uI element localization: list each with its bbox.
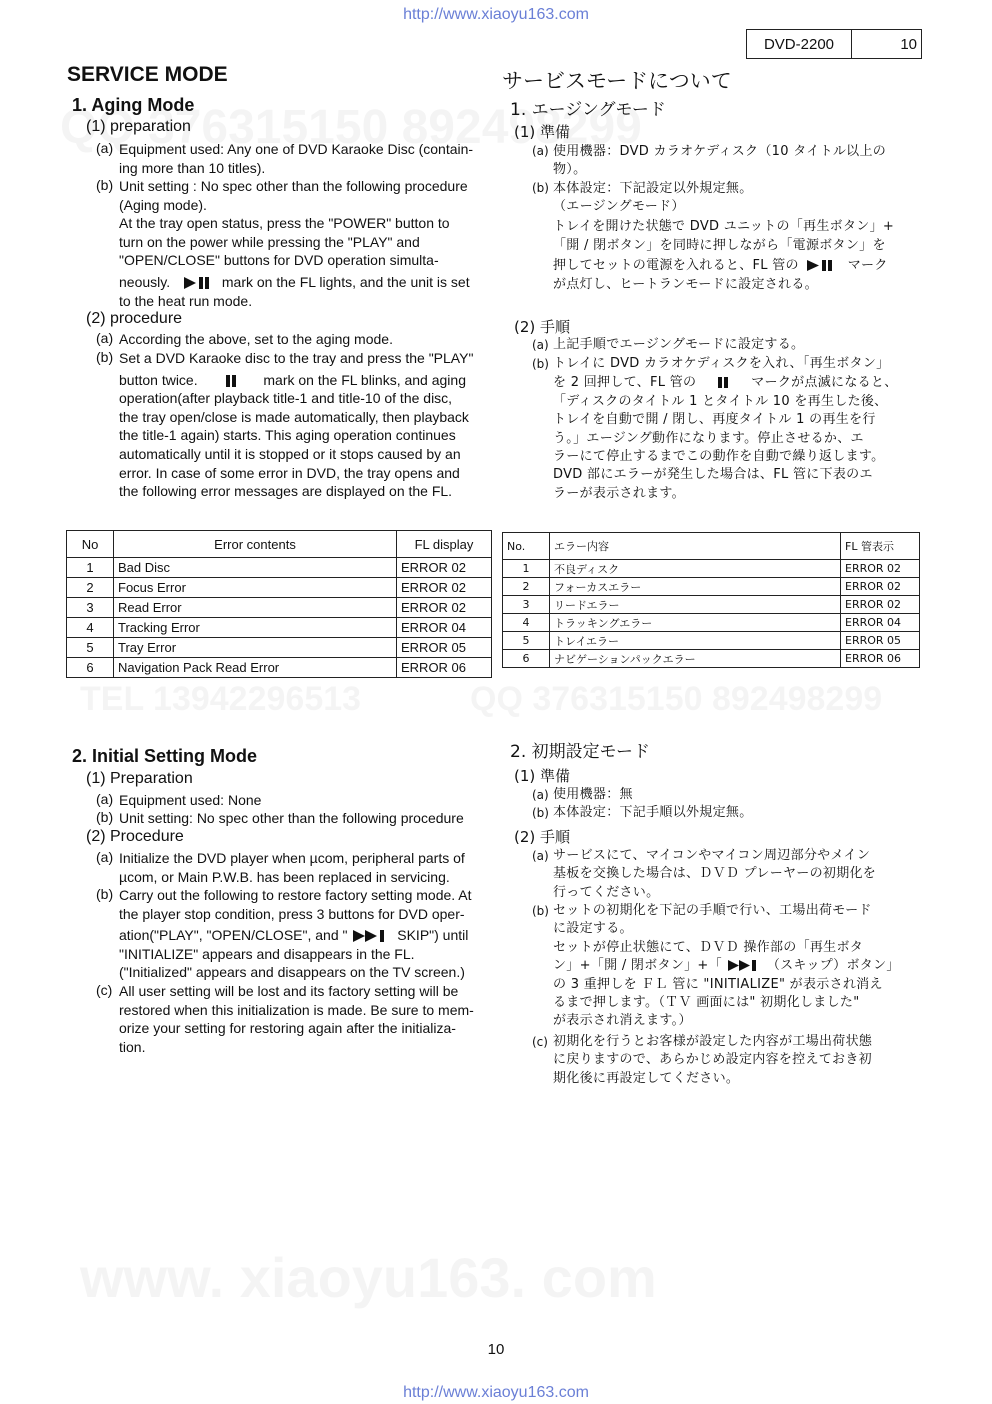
col-header-fl: FL 管表示 [841, 533, 920, 560]
ja-page-title: サービスモードについて [502, 69, 732, 93]
item-label: (b) [532, 357, 549, 371]
text-line: に設定する。 [553, 921, 633, 937]
cell-no: 3 [67, 598, 114, 618]
header-box [746, 29, 922, 59]
text-line: ("Initialized" appears and disappears on the TV screen.) [119, 964, 465, 981]
table-row [503, 578, 920, 596]
text-line: ing more than 10 titles). [119, 159, 266, 176]
cell-contents: トラッキングエラー [550, 614, 841, 632]
text-line: "INITIALIZE" appears and disappears in the FL. [119, 945, 415, 962]
watermark-qq-mid [470, 680, 882, 719]
text-line: トレイを自動で開 / 閉し、再度タイトル 1 の再生を行 [553, 412, 876, 428]
item-label: (a) [532, 788, 549, 802]
table-row [67, 638, 492, 658]
cell-no: 4 [503, 614, 550, 632]
cell-contents: Tracking Error [114, 618, 397, 638]
cell-no: 1 [67, 558, 114, 578]
text-line: All user setting will be lost and its factory setting will be [119, 983, 459, 999]
table-row [503, 614, 920, 632]
cell-no: 6 [67, 658, 114, 678]
text-line: セットの初期化を下記の手順で行い、工場出荷モード [553, 903, 872, 918]
text-line [553, 957, 900, 975]
ja-initial-proc-heading: (2) 手順 [514, 828, 571, 846]
text-line: サービスにて、マイコンやマイコン周辺部分やメイン [553, 848, 871, 863]
text-line: ラーが表示されます。 [553, 485, 685, 501]
table-row [67, 578, 492, 598]
ja-aging-heading: 1. エージングモード [510, 100, 666, 120]
text-line: ラーにて停止するまでこの動作を自動で繰り返します。 [553, 449, 885, 465]
aging-proc-a: According the above, set to the aging mode. [119, 331, 393, 347]
cell-fl: ERROR 04 [397, 618, 492, 638]
text-line: µcom, or Main P.W.B. has been replaced in servicing. [119, 868, 450, 885]
cell-no: 5 [503, 632, 550, 650]
table-row [503, 596, 920, 614]
cell-fl: ERROR 02 [841, 596, 920, 614]
item-label: (c) [532, 1035, 548, 1049]
skip-forward-icon [351, 929, 393, 943]
text-line: automatically until it is stopped or it stops caused by an [119, 445, 461, 462]
cell-contents: Focus Error [114, 578, 397, 598]
text-line: orize your setting for restoring again after the initializa- [119, 1020, 456, 1037]
aging-proc-b [119, 349, 473, 501]
cell-contents: ナビゲーションパックエラー [550, 650, 841, 668]
text-line: 基板を交換した場合は、ＤＶＤ プレーヤーの初期化を [553, 866, 877, 882]
item-label: (a) [96, 330, 114, 346]
initial-mode-heading: 2. Initial Setting Mode [72, 746, 258, 766]
aging-prep-b [119, 177, 470, 310]
cell-no: 2 [503, 578, 550, 596]
ja-initial-heading: 2. 初期設定モード [510, 742, 650, 762]
initial-proc-b [119, 886, 472, 982]
text-line: う。」エージング動作になります。停止させるか、エ [553, 430, 864, 446]
text-fragment: mark on the FL blinks, and aging [263, 371, 466, 388]
aging-prep-heading: (1) preparation [86, 118, 191, 135]
bottom-url-link[interactable]: http://www.xiaoyu163.com [403, 1384, 589, 1401]
item-label: (a) [96, 849, 114, 865]
text-line: the tray open/close is made automatically, then playback [119, 408, 469, 425]
initial-proc-c [119, 982, 474, 1056]
table-row [67, 598, 492, 618]
item-label: (b) [96, 349, 114, 365]
cell-fl: ERROR 05 [397, 638, 492, 658]
item-label: (a) [96, 791, 114, 807]
text-fragment: マークが点滅になると、 [751, 375, 898, 391]
text-line [553, 374, 898, 392]
text-line: 使用機器：DVD カラオケディスク（10 タイトル以上の [553, 144, 887, 159]
model-number: DVD-2200 [747, 30, 852, 58]
text-fragment: mark on the FL lights, and the unit is set [221, 273, 470, 290]
text-line: が点灯し、ヒートランモードに設定される。 [553, 277, 818, 293]
text-line: 「開 / 閉ボタン」を同時に押しながら「電源ボタン」を [553, 238, 886, 254]
ja-initial-prep-a: 使用機器：無 [553, 787, 633, 802]
ja-aging-prep-a [553, 143, 886, 180]
table-row [503, 650, 920, 668]
ja-aging-prep-b [553, 180, 894, 294]
col-header-fl: FL display [397, 531, 492, 558]
text-line: の 3 重押しを ＦＬ 管に "INITIALIZE" が表示され消え [553, 976, 883, 992]
text-line: セットが停止状態にて、ＤＶＤ 操作部の「再生ボタ [553, 939, 864, 955]
error-table-en [66, 530, 492, 678]
text-fragment: を 2 回押して、FL 管の [553, 375, 697, 391]
cell-fl: ERROR 05 [841, 632, 920, 650]
text-line: DVD 部にエラーが発生した場合は、FL 管に下表のエ [553, 467, 873, 483]
col-header-no: No. [503, 533, 550, 560]
cell-contents: フォーカスエラー [550, 578, 841, 596]
text-line: に戻りますので、あらかじめ設定内容を控えておき初 [553, 1052, 872, 1068]
cell-no: 1 [503, 560, 550, 578]
text-line: が表示され消えます。） [553, 1013, 692, 1029]
ja-initial-proc-a [553, 847, 876, 902]
initial-prep-heading: (1) Preparation [86, 770, 193, 787]
text-line: "OPEN/CLOSE" buttons for DVD operation simulta- [119, 252, 439, 269]
text-line: turn on the power while pressing the "PLAY" and [119, 233, 420, 250]
text-fragment: SKIP") until [397, 927, 469, 944]
text-fragment: ン」+「開 / 閉ボタン」+「 [553, 958, 722, 974]
text-fragment: マーク [847, 257, 888, 273]
item-label: (a) [96, 140, 114, 156]
text-line: Equipment used: Any one of DVD Karaoke Disc (contain- [119, 141, 474, 157]
item-label: (b) [532, 181, 549, 195]
aging-proc-heading: (2) procedure [86, 310, 183, 327]
text-line: 期化後に再設定してください。 [553, 1070, 740, 1086]
item-label: (a) [532, 338, 549, 352]
watermark-bottom [80, 1245, 657, 1310]
top-url-link[interactable]: http://www.xiaoyu163.com [403, 6, 589, 23]
cell-contents: Navigation Pack Read Error [114, 658, 397, 678]
text-fragment: neously. [119, 273, 171, 290]
play-pause-icon [174, 276, 218, 290]
text-line [119, 273, 470, 292]
table-row [67, 618, 492, 638]
page-title: SERVICE MODE [67, 63, 228, 86]
error-table-ja [502, 532, 920, 668]
aging-mode-heading: 1. Aging Mode [72, 95, 195, 115]
text-line: the title-1 again) starts. This aging operation continues [119, 427, 456, 444]
header-page-number: 10 [900, 35, 917, 53]
initial-prep-a: Equipment used: None [119, 792, 262, 808]
text-line: 初期化を行うとお客様が設定した内容が工場出荷状態 [553, 1034, 873, 1049]
ja-aging-prep-heading: (1) 準備 [514, 123, 571, 141]
initial-proc-a [119, 849, 465, 886]
cell-contents: Bad Disc [114, 558, 397, 578]
text-line: operation(after playback title-1 and title-10 of the disc, [119, 390, 453, 407]
cell-no: 2 [67, 578, 114, 598]
item-label: (b) [532, 806, 549, 820]
cell-no: 4 [67, 618, 114, 638]
text-line: Unit setting : No spec other than the following procedure [119, 178, 468, 194]
text-line: to the heat run mode. [119, 292, 253, 309]
text-line: 物）。 [553, 162, 587, 178]
pause-icon [701, 376, 747, 389]
text-line: るまで押します。（ＴＶ 画面には" 初期化しました" [553, 995, 860, 1011]
text-line: restored when this initialization is made. Be sure to mem- [119, 1001, 474, 1018]
cell-no: 3 [503, 596, 550, 614]
ja-initial-proc-c [553, 1033, 872, 1088]
col-header-contents: Error contents [114, 531, 397, 558]
table-row [67, 558, 492, 578]
initial-proc-heading: (2) Procedure [86, 828, 184, 845]
cell-no: 5 [67, 638, 114, 658]
cell-contents: 不良ディスク [550, 560, 841, 578]
play-pause-icon [803, 259, 843, 272]
cell-fl: ERROR 02 [841, 560, 920, 578]
item-label: (a) [532, 144, 549, 158]
text-line: the following error messages are displayed on the FL. [119, 483, 453, 500]
table-row [503, 560, 920, 578]
ja-aging-proc-b [553, 355, 898, 503]
text-line: 本体設定：下記設定以外規定無。 [553, 181, 753, 196]
text-line [553, 257, 894, 275]
item-label: (b) [96, 886, 114, 902]
cell-fl: ERROR 02 [397, 558, 492, 578]
initial-prep-b: Unit setting: No spec other than the following procedure [119, 810, 464, 826]
text-line: 行ってください。 [553, 884, 660, 900]
text-line [119, 371, 473, 390]
footer-page-number: 10 [487, 1341, 505, 1358]
cell-contents: Read Error [114, 598, 397, 618]
col-header-contents: エラー内容 [550, 533, 841, 560]
text-line: トレイに DVD カラオケディスクを入れ、「再生ボタン」 [553, 356, 890, 371]
text-line: Carry out the following to restore factory setting mode. At [119, 887, 472, 903]
text-line: 「ディスクのタイトル 1 とタイトル 10 を再生した後、 [553, 393, 888, 409]
cell-contents: リードエラー [550, 596, 841, 614]
cell-contents: トレイエラー [550, 632, 841, 650]
cell-fl: ERROR 02 [397, 598, 492, 618]
cell-fl: ERROR 04 [841, 614, 920, 632]
item-label: (c) [96, 982, 113, 998]
watermark-tel [80, 680, 361, 719]
item-label: (b) [96, 809, 114, 825]
cell-fl: ERROR 02 [841, 578, 920, 596]
text-fragment: 押してセットの電源を入れると、FL 管の [553, 257, 799, 273]
text-fragment: button twice. [119, 371, 198, 388]
table-row [67, 658, 492, 678]
text-line: the player stop condition, press 3 buttons for DVD oper- [119, 905, 465, 922]
text-line: error. In case of some error in DVD, the tray opens and [119, 464, 460, 481]
text-line: At the tray open status, press the "POWER" button to [119, 215, 450, 232]
table-header-row [503, 533, 920, 560]
text-line: Initialize the DVD player when µcom, peripheral parts of [119, 850, 465, 866]
text-fragment: ation("PLAY", "OPEN/CLOSE", and " [119, 927, 348, 944]
item-label: (b) [532, 904, 549, 918]
ja-initial-prep-heading: (1) 準備 [514, 767, 571, 785]
item-label: (b) [96, 177, 114, 193]
pause-icon [202, 374, 260, 388]
text-line: （エージングモード） [553, 199, 685, 215]
text-fragment: （スキップ）ボタン」 [766, 958, 900, 974]
cell-no: 6 [503, 650, 550, 668]
text-line: tion. [119, 1038, 146, 1055]
table-row [503, 632, 920, 650]
cell-fl: ERROR 06 [841, 650, 920, 668]
text-line: (Aging mode). [119, 196, 207, 213]
item-label: (a) [532, 849, 549, 863]
skip-forward-icon [726, 959, 762, 972]
text-line [119, 926, 472, 945]
aging-prep-a [119, 140, 473, 177]
text-line: Set a DVD Karaoke disc to the tray and press the "PLAY" [119, 350, 474, 366]
table-header-row [67, 531, 492, 558]
ja-aging-proc-heading: (2) 手順 [514, 318, 571, 336]
cell-contents: Tray Error [114, 638, 397, 658]
text-line: トレイを開けた状態で DVD ユニットの「再生ボタン」+ [553, 218, 895, 234]
ja-initial-proc-b [553, 902, 900, 1031]
cell-fl: ERROR 06 [397, 658, 492, 678]
col-header-no: No [67, 531, 114, 558]
ja-aging-proc-a: 上記手順でエージングモードに設定する。 [553, 337, 805, 352]
ja-initial-prep-b: 本体設定：下記手順以外規定無。 [553, 805, 753, 820]
cell-fl: ERROR 02 [397, 578, 492, 598]
